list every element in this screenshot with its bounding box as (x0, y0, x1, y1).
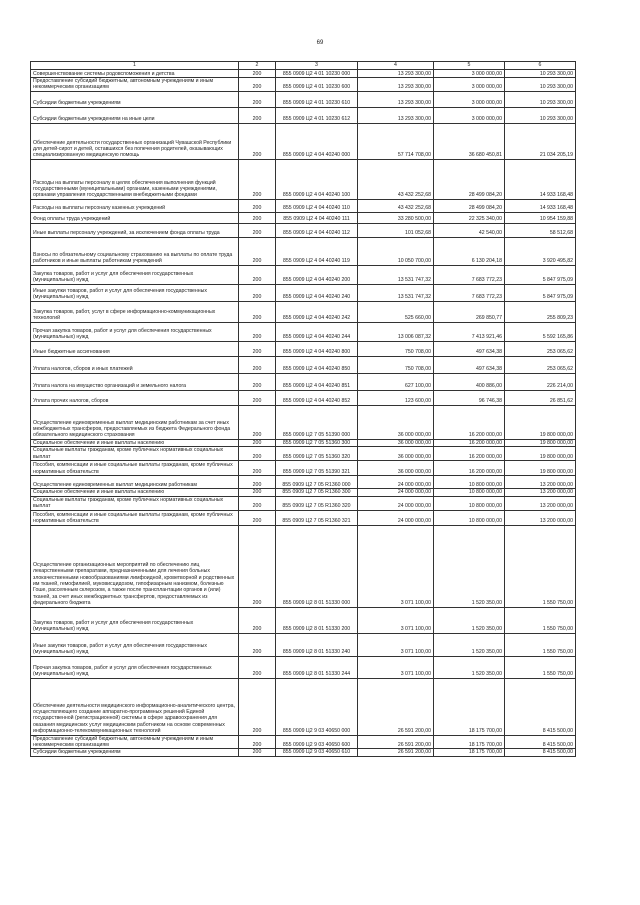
page-number: 69 (316, 40, 324, 46)
row-value-5: 497 634,38 (434, 341, 505, 356)
row-col2: 200 (239, 159, 276, 199)
row-code: 855 0909 Ц2 4 04 40240 119 (276, 237, 358, 265)
table-row (31, 510, 576, 525)
row-value-6: 5 847 975,09 (505, 265, 576, 284)
row-value-5: 22 325 340,00 (434, 212, 505, 223)
row-value-5: 28 499 084,20 (434, 199, 505, 212)
row-name: Субсидии бюджетным учреждениям (31, 91, 239, 107)
row-value-5: 16 200 000,00 (434, 447, 505, 461)
row-value-4: 24 000 000,00 (358, 489, 434, 496)
row-code: 855 0909 Ц2 4 04 40240 850 (276, 356, 358, 373)
row-value-6: 21 034 205,19 (505, 123, 576, 159)
row-col2: 200 (239, 199, 276, 212)
row-code: 855 0909 Ц2 4 04 40240 242 (276, 301, 358, 322)
row-value-6: 226 214,00 (505, 373, 576, 390)
table-row (31, 373, 576, 390)
row-value-5: 1 520 350,00 (434, 525, 505, 607)
row-col2: 200 (239, 749, 276, 756)
row-col2: 200 (239, 510, 276, 525)
row-code: 855 0909 Ц2 9 03 40650 000 (276, 678, 358, 735)
row-col2: 200 (239, 373, 276, 390)
table-row (31, 199, 576, 212)
row-value-5: 7 683 772,23 (434, 284, 505, 301)
row-value-5: 10 800 000,00 (434, 476, 505, 489)
row-code: 855 0909 Ц2 7 05 51360 320 (276, 447, 358, 461)
row-value-4: 36 000 000,00 (358, 461, 434, 476)
row-value-5: 400 886,00 (434, 373, 505, 390)
table-row (31, 341, 576, 356)
row-value-6: 14 933 168,48 (505, 159, 576, 199)
row-code: 855 0909 Ц2 4 04 40240 000 (276, 123, 358, 159)
row-code: 855 0909 Ц2 4 04 40240 200 (276, 265, 358, 284)
row-col2: 200 (239, 735, 276, 749)
row-value-6: 1 550 750,00 (505, 607, 576, 633)
row-code: 855 0909 Ц2 4 01 10230 000 (276, 70, 358, 78)
row-value-5: 16 200 000,00 (434, 405, 505, 439)
row-name: Социальное обеспечение и иные выплаты населению (31, 439, 239, 446)
row-value-4: 13 293 300,00 (358, 91, 434, 107)
row-value-5: 18 175 700,00 (434, 749, 505, 756)
row-value-4: 3 071 100,00 (358, 525, 434, 607)
row-value-4: 26 591 200,00 (358, 735, 434, 749)
row-col2: 200 (239, 70, 276, 78)
row-col2: 200 (239, 78, 276, 92)
row-name: Уплата налога на имущество организаций и земельного налога (31, 373, 239, 390)
row-value-6: 10 954 159,88 (505, 212, 576, 223)
header-col-2: 2 (239, 62, 276, 70)
row-value-6: 253 065,62 (505, 341, 576, 356)
row-name: Закупка товаров, работ и услуг для обеспечения государственных (муниципальных) нужд (31, 607, 239, 633)
row-value-6: 8 415 500,00 (505, 749, 576, 756)
row-name: Обеспечение деятельности медицинского информационно-аналитического центра, осуществляющего создание аппаратно-программных решений Единой государственной (регистрационной) системы в сфере здравоохранения для оказания медицинских услуг медицинским работником на основе современных информационно-телекоммуникационных технологий (31, 678, 239, 735)
row-value-5: 28 499 084,20 (434, 159, 505, 199)
row-col2: 200 (239, 341, 276, 356)
row-value-6: 10 293 300,00 (505, 70, 576, 78)
row-value-4: 43 432 252,68 (358, 199, 434, 212)
table-row (31, 123, 576, 159)
row-value-4: 13 293 300,00 (358, 78, 434, 92)
row-name: Социальные выплаты гражданам, кроме публичных нормативных социальных выплат (31, 447, 239, 461)
row-name: Расходы на выплаты персоналу в целях обеспечения выполнения функций государственными (муниципальными) органами, казенными учреждениями, органами управления государственными внебюджетными фондами (31, 159, 239, 199)
row-col2: 200 (239, 496, 276, 510)
table-row (31, 356, 576, 373)
row-value-6: 14 933 168,48 (505, 199, 576, 212)
row-value-4: 36 000 000,00 (358, 447, 434, 461)
row-col2: 200 (239, 476, 276, 489)
row-value-6: 58 512,68 (505, 223, 576, 237)
table-row (31, 70, 576, 78)
row-col2: 200 (239, 301, 276, 322)
row-value-6: 13 200 000,00 (505, 496, 576, 510)
table-row (31, 405, 576, 439)
row-value-6: 8 415 500,00 (505, 678, 576, 735)
row-code: 855 0909 Ц2 4 04 40240 244 (276, 322, 358, 341)
row-value-4: 43 432 252,68 (358, 159, 434, 199)
table-header-row (31, 62, 576, 70)
table-row (31, 447, 576, 461)
row-name: Иные закупки товаров, работ и услуг для обеспечения государственных (муниципальных) нужд (31, 633, 239, 656)
row-code: 855 0909 Ц2 7 05 51390 000 (276, 405, 358, 439)
row-value-4: 10 050 700,00 (358, 237, 434, 265)
row-value-5: 3 000 000,00 (434, 78, 505, 92)
row-value-4: 627 100,00 (358, 373, 434, 390)
table-row (31, 525, 576, 607)
row-code: 855 0909 Ц2 7 05 R1360 321 (276, 510, 358, 525)
row-value-4: 33 280 500,00 (358, 212, 434, 223)
row-col2: 200 (239, 447, 276, 461)
table-row (31, 735, 576, 749)
row-value-6: 5 592 165,86 (505, 322, 576, 341)
row-value-6: 19 800 000,00 (505, 447, 576, 461)
row-value-6: 19 800 000,00 (505, 405, 576, 439)
row-col2: 200 (239, 607, 276, 633)
row-name: Совершенствование системы родовспоможения и детства (31, 70, 239, 78)
table-row (31, 390, 576, 405)
row-value-6: 1 550 750,00 (505, 656, 576, 678)
row-value-5: 6 130 204,18 (434, 237, 505, 265)
table-row (31, 633, 576, 656)
row-value-4: 13 293 300,00 (358, 70, 434, 78)
row-value-4: 3 071 100,00 (358, 656, 434, 678)
row-name: Субсидии бюджетным учреждениям на иные цели (31, 107, 239, 123)
table-row (31, 656, 576, 678)
row-col2: 200 (239, 525, 276, 607)
row-value-6: 19 800 000,00 (505, 439, 576, 446)
table-row (31, 322, 576, 341)
row-code: 855 0909 Ц2 4 01 10230 612 (276, 107, 358, 123)
row-value-5: 16 200 000,00 (434, 461, 505, 476)
row-value-4: 525 660,00 (358, 301, 434, 322)
row-code: 855 0909 Ц2 7 05 R1360 320 (276, 496, 358, 510)
row-value-5: 18 175 700,00 (434, 735, 505, 749)
row-value-6: 1 550 750,00 (505, 633, 576, 656)
row-value-4: 57 714 708,00 (358, 123, 434, 159)
table-row (31, 91, 576, 107)
row-code: 855 0909 Ц2 4 04 40240 852 (276, 390, 358, 405)
row-value-6: 255 809,23 (505, 301, 576, 322)
row-code: 855 0909 Ц2 8 01 51330 244 (276, 656, 358, 678)
row-value-5: 1 520 350,00 (434, 607, 505, 633)
row-value-5: 10 800 000,00 (434, 510, 505, 525)
row-code: 855 0909 Ц2 7 05 51390 321 (276, 461, 358, 476)
row-col2: 200 (239, 123, 276, 159)
row-col2: 200 (239, 461, 276, 476)
row-col2: 200 (239, 223, 276, 237)
row-code: 855 0909 Ц2 4 04 40240 112 (276, 223, 358, 237)
row-code: 855 0909 Ц2 4 04 40240 100 (276, 159, 358, 199)
row-code: 855 0909 Ц2 4 01 10230 600 (276, 78, 358, 92)
row-value-5: 7 683 772,23 (434, 265, 505, 284)
row-value-5: 10 800 000,00 (434, 489, 505, 496)
row-value-4: 26 591 200,00 (358, 749, 434, 756)
row-value-6: 10 293 300,00 (505, 78, 576, 92)
row-name: Взносы по обязательному социальному страхованию на выплаты по оплате труда работников и иные выплаты работникам учреждений (31, 237, 239, 265)
header-col-6: 6 (505, 62, 576, 70)
row-value-6: 19 800 000,00 (505, 461, 576, 476)
row-code: 855 0909 Ц2 8 01 51330 240 (276, 633, 358, 656)
row-name: Социальные выплаты гражданам, кроме публичных нормативных социальных выплат (31, 496, 239, 510)
row-name: Фонд оплаты труда учреждений (31, 212, 239, 223)
header-col-3: 3 (276, 62, 358, 70)
row-value-4: 24 000 000,00 (358, 496, 434, 510)
row-col2: 200 (239, 237, 276, 265)
row-name: Субсидии бюджетным учреждениям (31, 749, 239, 756)
row-value-4: 13 531 747,32 (358, 284, 434, 301)
row-name: Социальное обеспечение и иные выплаты населению (31, 489, 239, 496)
row-name: Прочая закупка товаров, работ и услуг для обеспечения государственных (муниципальных) нужд (31, 656, 239, 678)
row-name: Расходы на выплаты персоналу казенных учреждений (31, 199, 239, 212)
table-row (31, 489, 576, 496)
row-code: 855 0909 Ц2 9 03 40650 600 (276, 735, 358, 749)
table-row (31, 461, 576, 476)
row-name: Осуществление организационных мероприятий по обеспечению лиц лекарственными препаратами, предназначенными для лечения больных злокачественными новообразованиями лимфоидной, кроветворной и родственных им тканей, гемофилией, муковисцидозом, гипофизарным нанизмом, болезнью Гоше, рассеянным склерозом, а также после трансплантации органов и (или) тканей, за счет иных межбюджетных трансфертов, предоставляемых из федерального бюджета (31, 525, 239, 607)
row-value-5: 10 800 000,00 (434, 496, 505, 510)
row-code: 855 0909 Ц2 4 04 40240 800 (276, 341, 358, 356)
row-value-4: 101 052,68 (358, 223, 434, 237)
row-value-6: 10 293 300,00 (505, 107, 576, 123)
row-code: 855 0909 Ц2 8 01 51330 000 (276, 525, 358, 607)
row-col2: 200 (239, 322, 276, 341)
table-row (31, 237, 576, 265)
row-col2: 200 (239, 212, 276, 223)
row-col2: 200 (239, 633, 276, 656)
row-value-4: 24 000 000,00 (358, 476, 434, 489)
row-name: Иные закупки товаров, работ и услуг для обеспечения государственных (муниципальных) нужд (31, 284, 239, 301)
row-col2: 200 (239, 107, 276, 123)
row-value-5: 7 413 921,46 (434, 322, 505, 341)
row-value-4: 36 000 000,00 (358, 405, 434, 439)
row-col2: 200 (239, 265, 276, 284)
row-col2: 200 (239, 656, 276, 678)
row-value-5: 18 175 700,00 (434, 678, 505, 735)
table-body (31, 70, 576, 757)
row-name: Предоставление субсидий бюджетным, автономным учреждениям и иным некоммерческим организациям (31, 735, 239, 749)
row-code: 855 0909 Ц2 4 04 40240 851 (276, 373, 358, 390)
row-value-4: 123 600,00 (358, 390, 434, 405)
row-value-4: 13 006 087,32 (358, 322, 434, 341)
row-name: Пособия, компенсации и иные социальные выплаты гражданам, кроме публичных нормативных обязательств (31, 461, 239, 476)
header-col-5: 5 (434, 62, 505, 70)
header-col-4: 4 (358, 62, 434, 70)
row-name: Предоставление субсидий бюджетным, автономным учреждениям и иным некоммерческим организациям (31, 78, 239, 92)
row-value-5: 497 634,38 (434, 356, 505, 373)
row-value-4: 13 531 747,32 (358, 265, 434, 284)
row-name: Закупка товаров, работ и услуг для обеспечения государственных (муниципальных) нужд (31, 265, 239, 284)
table-row (31, 223, 576, 237)
row-value-4: 750 708,00 (358, 356, 434, 373)
table-row (31, 439, 576, 446)
table-row (31, 212, 576, 223)
table-row (31, 284, 576, 301)
row-code: 855 0909 Ц2 4 01 10230 610 (276, 91, 358, 107)
row-name: Уплата налогов, сборов и иных платежей (31, 356, 239, 373)
row-col2: 200 (239, 405, 276, 439)
row-value-6: 10 293 300,00 (505, 91, 576, 107)
table-row (31, 476, 576, 489)
row-name: Прочая закупка товаров, работ и услуг для обеспечения государственных (муниципальных) нужд (31, 322, 239, 341)
row-value-6: 13 200 000,00 (505, 510, 576, 525)
table-row (31, 265, 576, 284)
row-value-6: 3 920 495,82 (505, 237, 576, 265)
table-row (31, 301, 576, 322)
row-name: Иные бюджетные ассигнования (31, 341, 239, 356)
row-col2: 200 (239, 91, 276, 107)
row-code: 855 0909 Ц2 4 04 40240 110 (276, 199, 358, 212)
row-col2: 200 (239, 390, 276, 405)
table-row (31, 159, 576, 199)
row-value-5: 1 520 350,00 (434, 633, 505, 656)
row-value-4: 750 708,00 (358, 341, 434, 356)
table-row (31, 107, 576, 123)
row-value-6: 8 415 500,00 (505, 735, 576, 749)
row-name: Закупка товаров, работ, услуг в сфере информационно-коммуникационных технологий (31, 301, 239, 322)
row-code: 855 0909 Ц2 9 03 40650 610 (276, 749, 358, 756)
budget-table (30, 61, 576, 757)
row-col2: 200 (239, 489, 276, 496)
row-name: Уплата прочих налогов, сборов (31, 390, 239, 405)
row-code: 855 0909 Ц2 4 04 40240 240 (276, 284, 358, 301)
row-value-6: 26 851,62 (505, 390, 576, 405)
row-value-5: 3 000 000,00 (434, 107, 505, 123)
table-row (31, 749, 576, 756)
row-value-5: 1 520 350,00 (434, 656, 505, 678)
table-row (31, 78, 576, 92)
row-value-5: 3 000 000,00 (434, 70, 505, 78)
table-row (31, 607, 576, 633)
row-value-5: 269 850,77 (434, 301, 505, 322)
row-code: 855 0909 Ц2 4 04 40240 111 (276, 212, 358, 223)
row-value-5: 42 540,00 (434, 223, 505, 237)
row-value-5: 36 680 450,81 (434, 123, 505, 159)
row-value-4: 36 000 000,00 (358, 439, 434, 446)
table-row (31, 678, 576, 735)
row-value-4: 24 000 000,00 (358, 510, 434, 525)
row-code: 855 0909 Ц2 7 05 R1360 000 (276, 476, 358, 489)
row-name: Иные выплаты персоналу учреждений, за исключением фонда оплаты труда (31, 223, 239, 237)
row-col2: 200 (239, 678, 276, 735)
row-value-4: 13 293 300,00 (358, 107, 434, 123)
row-name: Пособия, компенсации и иные социальные выплаты гражданам, кроме публичных нормативных обязательств (31, 510, 239, 525)
row-value-6: 13 200 000,00 (505, 489, 576, 496)
row-value-5: 96 746,38 (434, 390, 505, 405)
row-name: Осуществление единовременных выплат медицинским работникам (31, 476, 239, 489)
row-value-4: 26 591 200,00 (358, 678, 434, 735)
row-code: 855 0909 Ц2 7 05 R1360 300 (276, 489, 358, 496)
row-value-6: 13 200 000,00 (505, 476, 576, 489)
row-name: Осуществление единовременных выплат медицинским работникам за счет иных межбюджетных трансферов, предоставляемых из бюджета Федерального фонда обязательного медицинского страхования (31, 405, 239, 439)
row-code: 855 0909 Ц2 8 01 51330 200 (276, 607, 358, 633)
table-row (31, 496, 576, 510)
row-value-4: 3 071 100,00 (358, 607, 434, 633)
row-value-5: 16 200 000,00 (434, 439, 505, 446)
row-code: 855 0909 Ц2 7 05 51360 300 (276, 439, 358, 446)
row-value-6: 5 847 975,09 (505, 284, 576, 301)
row-col2: 200 (239, 356, 276, 373)
row-value-4: 3 071 100,00 (358, 633, 434, 656)
row-name: Обеспечение деятельности государственных организаций Чувашской Республики для детей-сирот и детей, оставшихся без попечения родителей, оказывающих специализированную медицинскую помощь (31, 123, 239, 159)
row-col2: 200 (239, 439, 276, 446)
row-value-6: 1 550 750,00 (505, 525, 576, 607)
header-col-1: 1 (31, 62, 239, 70)
row-col2: 200 (239, 284, 276, 301)
row-value-6: 253 065,62 (505, 356, 576, 373)
row-value-5: 3 000 000,00 (434, 91, 505, 107)
